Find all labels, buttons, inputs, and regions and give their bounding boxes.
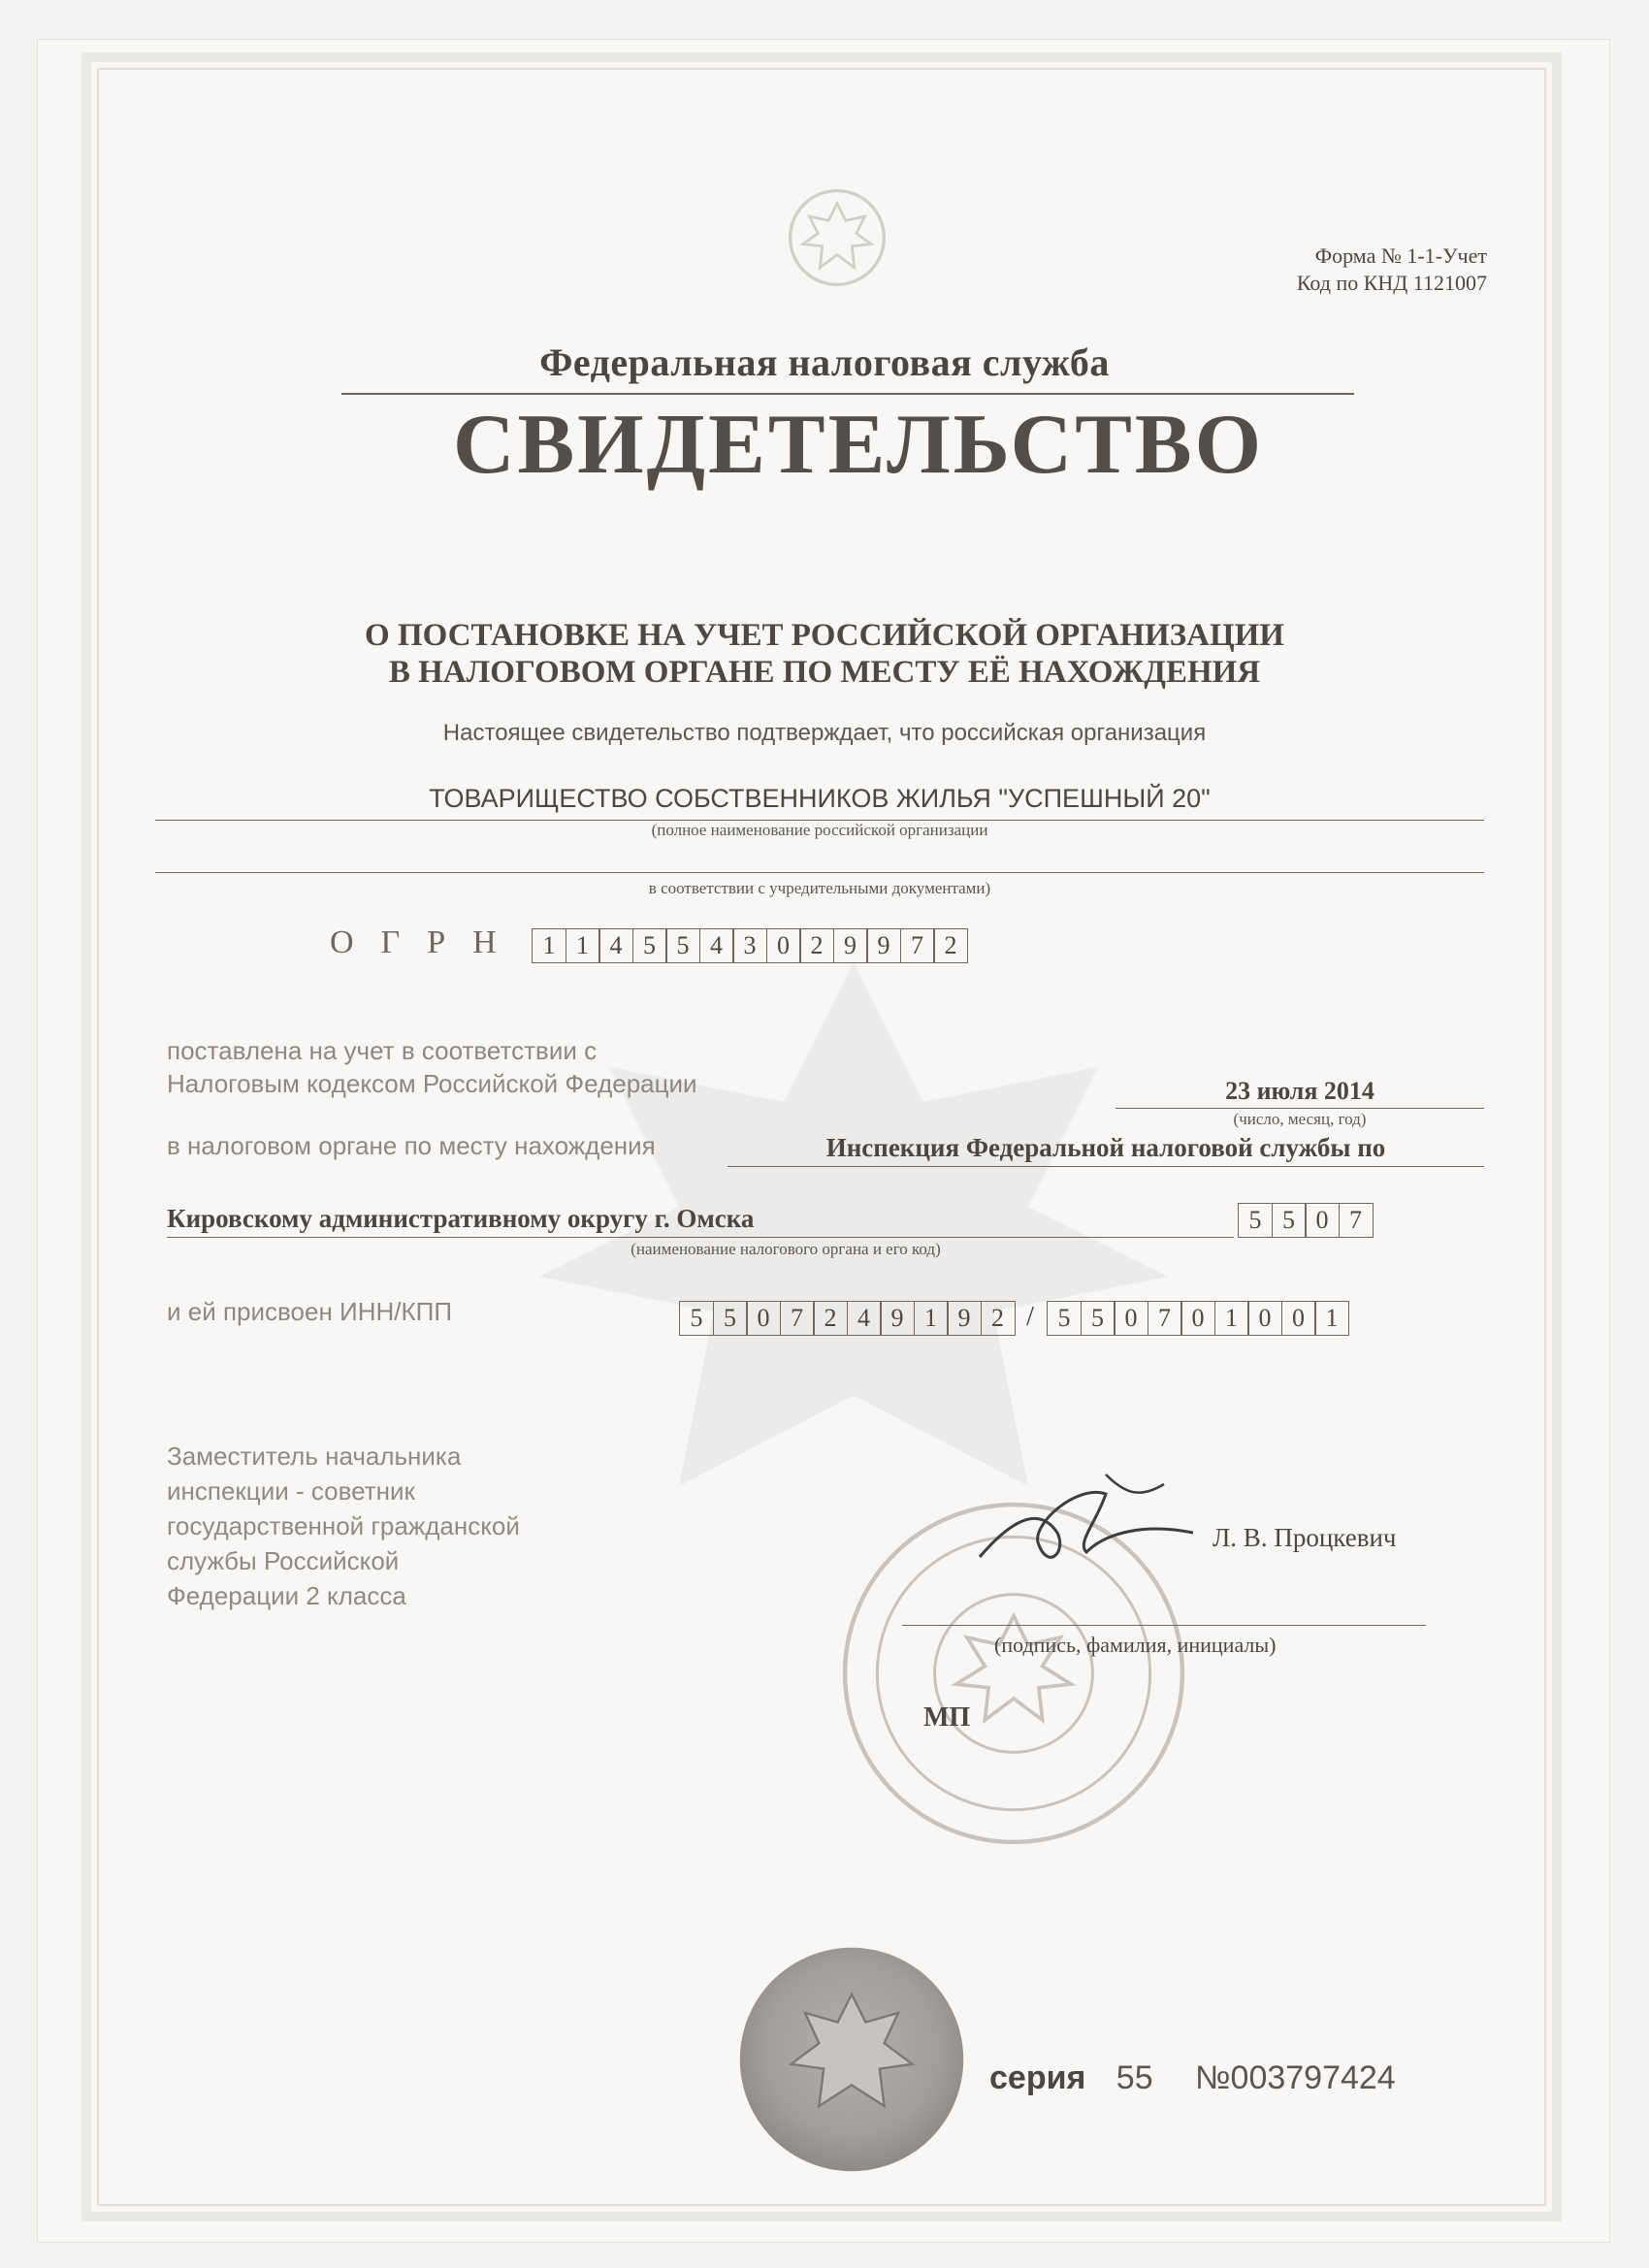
- ogrn-digit-box: 4: [699, 928, 734, 963]
- ogrn-digit-box: 5: [665, 928, 700, 963]
- office-code-digit-box: 5: [1238, 1203, 1273, 1238]
- kpp-digit-box: 0: [1281, 1301, 1316, 1336]
- ogrn-digit-box: 0: [766, 928, 801, 963]
- registration-line-2: Налоговым кодексом Российской Федерации: [167, 1069, 697, 1098]
- tax-office-line-2: Кировскому административному округу г. Омска: [167, 1204, 755, 1233]
- signatory-position: [167, 1439, 594, 1613]
- office-code-digit-box: 0: [1305, 1203, 1340, 1238]
- inn-kpp-separator: /: [1026, 1302, 1034, 1332]
- ogrn-label: ОГРН: [330, 924, 524, 960]
- seal-place-label: МП: [923, 1702, 971, 1733]
- ogrn-digit-box: 3: [732, 928, 767, 963]
- ogrn-digit-boxes: [532, 928, 967, 963]
- signature-icon: [970, 1465, 1203, 1581]
- confirm-text: Настоящее свидетельство подтверждает, что российская организация: [442, 720, 1207, 746]
- kpp-digit-box: 0: [1180, 1301, 1215, 1336]
- kpp-digit-box: 0: [1247, 1301, 1282, 1336]
- subtitle-line-2: В НАЛОГОВОМ ОРГАНЕ ПО МЕСТУ ЕЁ НАХОЖДЕНИЯ: [388, 655, 1261, 690]
- ogrn-digit-box: 1: [532, 928, 566, 963]
- inn-digit-box: 9: [880, 1301, 915, 1336]
- tax-office-code-boxes: [1238, 1203, 1372, 1238]
- signature-underline: [902, 1625, 1426, 1626]
- position-line: государственной гражданской: [167, 1511, 520, 1540]
- ogrn-digit-box: 7: [900, 928, 935, 963]
- organization-name: ТОВАРИЩЕСТВО СОБСТВЕННИКОВ ЖИЛЬЯ "УСПЕШНЫЙ 20": [429, 784, 1211, 813]
- inn-kpp-label: и ей присвоен ИНН/КПП: [167, 1297, 453, 1326]
- position-line: Заместитель начальника: [167, 1442, 462, 1471]
- inn-digit-box: 5: [713, 1301, 748, 1336]
- kpp-digit-box: 7: [1148, 1301, 1182, 1336]
- ogrn-digit-box: 9: [866, 928, 901, 963]
- form-number: Форма № 1-1-Учет: [1314, 243, 1487, 268]
- inn-digit-box: 2: [813, 1301, 848, 1336]
- position-line: Федерации 2 класса: [167, 1581, 406, 1610]
- embossed-seal-icon: [735, 1943, 968, 2176]
- series-block: [989, 2059, 1396, 2097]
- tax-office-line-1: Инспекция Федеральной налоговой службы по: [825, 1133, 1386, 1162]
- signature-caption: (подпись, фамилия, инициалы): [994, 1633, 1277, 1657]
- registration-date: 23 июля 2014: [1225, 1077, 1374, 1105]
- inn-kpp-row: [679, 1301, 1348, 1336]
- kpp-digit-box: 5: [1047, 1301, 1082, 1336]
- signatory-name: Л. В. Процкевич: [1212, 1523, 1397, 1552]
- subtitle-line-1: О ПОСТАНОВКЕ НА УЧЕТ РОССИЙСКОЙ ОРГАНИЗАЦИИ: [365, 618, 1284, 653]
- inn-digit-boxes: [679, 1301, 1014, 1336]
- office-label: в налоговом органе по месту нахождения: [167, 1131, 656, 1160]
- position-line: инспекции - советник: [167, 1476, 415, 1506]
- ogrn-digit-box: 1: [566, 928, 600, 963]
- inn-digit-box: 2: [981, 1301, 1016, 1336]
- series-region: 55: [1116, 2059, 1153, 2096]
- inn-digit-box: 9: [947, 1301, 982, 1336]
- office-code-digit-box: 5: [1272, 1203, 1307, 1238]
- inn-digit-box: 1: [914, 1301, 949, 1336]
- kpp-digit-box: 1: [1314, 1301, 1349, 1336]
- office-line-2-underline: [167, 1237, 1234, 1238]
- series-label: серия: [989, 2059, 1086, 2096]
- position-line: службы Российской: [167, 1546, 400, 1575]
- page-title: СВИДЕТЕЛЬСТВО: [452, 398, 1265, 492]
- inn-digit-box: 0: [746, 1301, 781, 1336]
- kpp-digit-box: 0: [1114, 1301, 1148, 1336]
- series-number: №003797424: [1195, 2059, 1396, 2096]
- date-underline: [1116, 1108, 1484, 1109]
- ogrn-digit-box: 2: [799, 928, 834, 963]
- divider: [341, 393, 1354, 395]
- org-name-caption: (полное наименование российской организации: [651, 821, 988, 839]
- ogrn-digit-box: 5: [632, 928, 667, 963]
- kpp-digit-box: 1: [1214, 1301, 1249, 1336]
- agency-name: Федеральная налоговая служба: [539, 340, 1110, 384]
- ogrn-digit-box: 9: [833, 928, 868, 963]
- kpp-digit-box: 5: [1081, 1301, 1116, 1336]
- ogrn-digit-box: 2: [933, 928, 968, 963]
- org-docs-underline: [155, 872, 1484, 873]
- ogrn-digit-box: 4: [598, 928, 633, 963]
- inn-digit-box: 4: [847, 1301, 882, 1336]
- inn-digit-box: 5: [679, 1301, 714, 1336]
- org-docs-caption: в соответствии с учредительными документами): [648, 879, 991, 897]
- coat-of-arms-icon: [784, 184, 890, 291]
- knd-code: Код по КНД 1121007: [1296, 271, 1487, 295]
- kpp-digit-boxes: [1047, 1301, 1348, 1336]
- registration-line-1: поставлена на учет в соответствии с: [167, 1036, 598, 1065]
- office-code-digit-box: 7: [1339, 1203, 1374, 1238]
- date-caption: (число, месяц, год): [1233, 1110, 1367, 1128]
- inn-digit-box: 7: [780, 1301, 815, 1336]
- office-line-1-underline: [728, 1166, 1484, 1167]
- office-caption: (наименование налогового органа и его код): [630, 1240, 941, 1258]
